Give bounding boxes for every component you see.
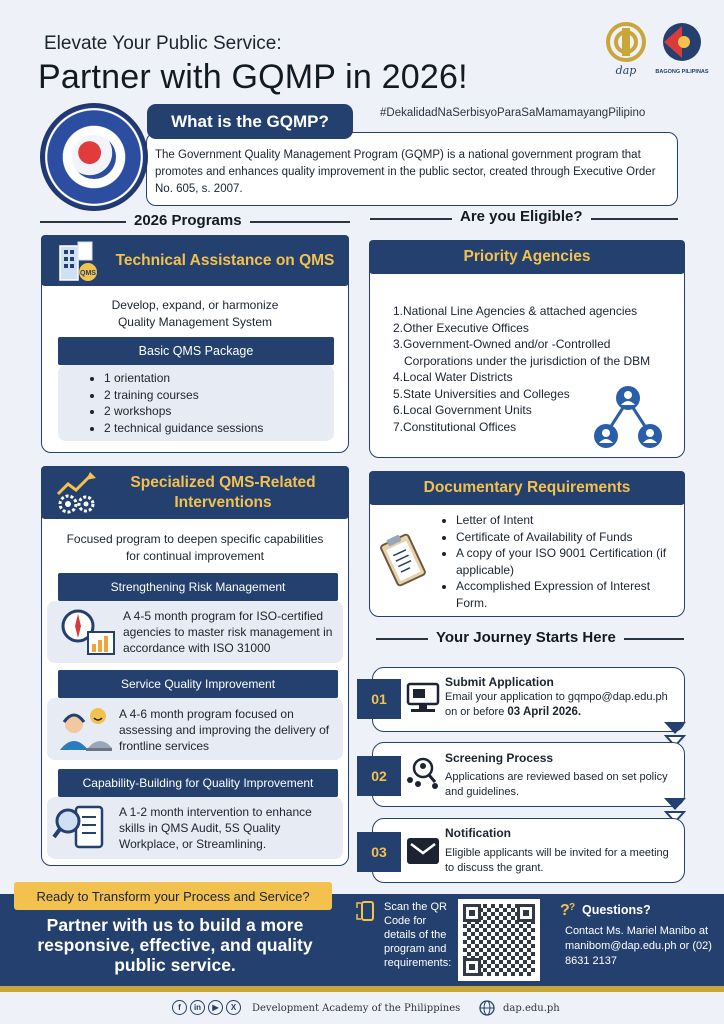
step-number: 01 bbox=[357, 679, 401, 719]
qr-instructions: Scan the QR Code for details of the program and requirements: bbox=[384, 901, 452, 969]
growth-gears-icon bbox=[54, 470, 100, 516]
requirements-list bbox=[440, 512, 676, 611]
offer-service-label: Service Quality Improvement bbox=[58, 670, 338, 698]
step-title: Notification bbox=[445, 826, 511, 840]
question-icon bbox=[558, 898, 580, 920]
step-deadline: 03 April 2026. bbox=[507, 706, 582, 718]
gold-strip bbox=[0, 986, 724, 992]
linkedin-icon[interactable]: in bbox=[190, 1000, 205, 1015]
list-item: • 1 orientation bbox=[104, 370, 334, 387]
specialized-intro-line1: Focused program to deepen specific capabilities bbox=[66, 532, 324, 546]
step-text: Applications are reviewed based on set policy and guidelines. bbox=[445, 771, 668, 798]
step-title: Submit Application bbox=[445, 675, 554, 689]
scan-phone-icon bbox=[356, 900, 378, 922]
programs-heading: 2026 Programs bbox=[126, 212, 250, 229]
step-text bbox=[445, 690, 681, 720]
partner-logos bbox=[604, 20, 709, 80]
step-number: 02 bbox=[357, 756, 401, 796]
globe-icon bbox=[479, 1000, 495, 1016]
documentary-requirements-title: Documentary Requirements bbox=[369, 471, 685, 505]
technical-intro-line1: Develop, expand, or harmonize bbox=[111, 298, 279, 312]
step-title: Screening Process bbox=[445, 751, 554, 765]
cta-text: Partner with us to build a more responsive, effective, and quality public service. bbox=[37, 915, 313, 975]
list-item: 3.Government-Owned and/or -Controlled bbox=[393, 337, 611, 351]
offer-risk-label: Strengthening Risk Management bbox=[58, 573, 338, 601]
list-item: 5.State Universities and Colleges bbox=[393, 386, 570, 401]
list-item: 6.Local Government Units bbox=[393, 403, 532, 417]
list-item: • Accomplished Expression of Interest Form. bbox=[456, 578, 676, 611]
offer-service-text: A 4-6 month program focused on assessing and improving the delivery of frontline services bbox=[119, 707, 330, 753]
bagong-pilipinas-logo-text: BAGONG PILIPINAS bbox=[655, 69, 709, 75]
list-item: • 2 technical guidance sessions bbox=[104, 420, 334, 437]
contact-info: Contact Ms. Mariel Manibo at manibom@dap.edu.ph or (02) 8631 2137 bbox=[565, 925, 712, 967]
specialized-intro-line2: for continual improvement bbox=[125, 549, 265, 563]
about-title: What is the GQMP? bbox=[147, 104, 353, 139]
specialized-intro bbox=[41, 531, 349, 565]
kicker: Elevate Your Public Service: bbox=[44, 33, 282, 54]
offer-capability-label: Capability-Building for Quality Improvement bbox=[58, 769, 338, 797]
facebook-icon[interactable]: f bbox=[172, 1000, 187, 1015]
footer bbox=[0, 996, 724, 1024]
basic-package-box bbox=[58, 365, 334, 441]
journey-heading: Your Journey Starts Here bbox=[428, 629, 624, 646]
footer-site-link[interactable]: dap.edu.ph bbox=[503, 1003, 560, 1014]
offer-capability-text: A 1-2 month intervention to enhance skills in QMS Audit, 5S Quality Workplace, or Streamlining. bbox=[119, 805, 312, 851]
step-text: Eligible applicants will be invited for a meeting to discuss the grant. bbox=[445, 847, 669, 874]
svg-text:?: ? bbox=[569, 902, 576, 913]
step-number: 03 bbox=[357, 832, 401, 872]
eligibility-heading: Are you Eligible? bbox=[452, 208, 591, 225]
list-item: 7.Constitutional Offices bbox=[393, 419, 517, 434]
list-item: • A copy of your ISO 9001 Certification (if applicable) bbox=[456, 545, 676, 578]
questions-title: Questions? bbox=[582, 903, 651, 917]
clipboard-icon bbox=[378, 532, 428, 588]
offer-risk-text: A 4-5 month program for ISO-certified agencies to master risk management in accordance with ISO 31000 bbox=[123, 609, 333, 655]
magnifier-checklist-icon bbox=[52, 801, 112, 853]
screening-people-icon bbox=[405, 756, 441, 790]
specialized-title-line2: Interventions bbox=[174, 493, 272, 511]
svg-text:QMS: QMS bbox=[80, 270, 96, 277]
dap-logo-icon bbox=[604, 20, 709, 80]
page-title: Partner with GQMP in 2026! bbox=[38, 58, 468, 96]
specialized-title-line1: Specialized QMS-Related bbox=[130, 473, 316, 491]
x-icon[interactable]: X bbox=[226, 1000, 241, 1015]
hashtag: #DekalidadNaSerbisyoParaSaMamamayangPilipino bbox=[380, 107, 646, 119]
footer-org: Development Academy of the Philippines bbox=[252, 1003, 461, 1014]
list-item: Corporations under the jurisdiction of the DBM bbox=[404, 353, 651, 368]
dap-logo-text: dap bbox=[615, 64, 637, 77]
list-item: • Letter of Intent bbox=[456, 512, 676, 529]
svg-text:?: ? bbox=[560, 902, 570, 919]
priority-agencies-title: Priority Agencies bbox=[369, 240, 685, 274]
list-item: • Certificate of Availability of Funds bbox=[456, 529, 676, 546]
about-body: The Government Quality Management Program (GQMP) is a national government program that promotes and enhances quality improvement in the public sector, created through Executive Order No. 605, s. 2007. bbox=[155, 149, 656, 195]
step-text-body: Email your application to gqmpo@dap.edu.ph on or before bbox=[445, 691, 668, 718]
technical-intro bbox=[41, 297, 349, 331]
cta-label: Ready to Transform your Process and Service? bbox=[14, 882, 332, 910]
list-item: • 2 workshops bbox=[104, 403, 334, 420]
about-box bbox=[146, 132, 678, 206]
list-item: 4.Local Water Districts bbox=[393, 370, 513, 384]
customer-service-icon bbox=[58, 704, 112, 754]
list-item: 2.Other Executive Offices bbox=[393, 320, 529, 335]
technical-intro-line2: Quality Management System bbox=[117, 315, 273, 329]
qr-code[interactable] bbox=[458, 899, 540, 981]
youtube-icon[interactable]: ▶ bbox=[208, 1000, 223, 1015]
list-item: 1.National Line Agencies & attached agencies bbox=[393, 304, 638, 318]
list-item: • 2 training courses bbox=[104, 387, 334, 404]
building-qms-icon bbox=[54, 240, 100, 284]
basic-package-label: Basic QMS Package bbox=[58, 337, 334, 365]
org-network-icon bbox=[590, 382, 666, 452]
technical-assistance-title: Technical Assistance on QMS bbox=[41, 235, 349, 286]
computer-icon bbox=[405, 681, 441, 715]
envelope-icon bbox=[405, 836, 441, 866]
gqmp-seal-icon bbox=[40, 103, 148, 211]
compass-chart-icon bbox=[58, 606, 116, 656]
